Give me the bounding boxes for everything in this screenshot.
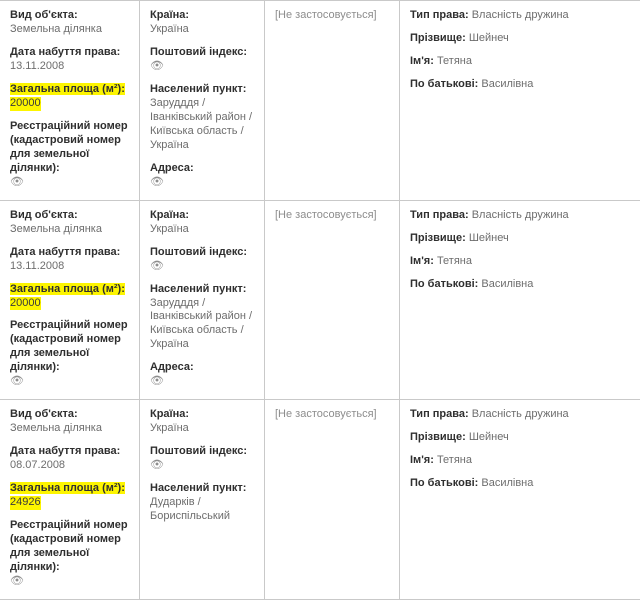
label-settlement: Населений пункт:	[150, 82, 247, 95]
label-registration-number: Реєстраційний номер (кадастровий номер для земельної ділянки):	[10, 519, 128, 574]
label-postal-index: Поштовий індекс:	[150, 45, 248, 58]
field-address	[150, 162, 254, 190]
value-patronymic: Василівна	[481, 277, 534, 290]
row-owner-cell	[400, 400, 640, 599]
label-country: Країна:	[150, 208, 190, 221]
field-country	[150, 9, 254, 37]
label-firstname: Ім'я:	[410, 54, 434, 67]
table-row	[0, 400, 640, 600]
field-settlement	[150, 482, 254, 524]
field-firstname	[410, 55, 630, 69]
row-not-applicable-cell	[265, 400, 400, 599]
field-right-type	[410, 209, 630, 223]
value-country: Україна	[150, 222, 189, 235]
value-surname: Шейнеч	[468, 231, 509, 244]
row-location-cell	[140, 1, 265, 200]
value-patronymic: Василівна	[481, 77, 534, 90]
value-patronymic: Василівна	[481, 477, 534, 490]
row-object-cell	[0, 400, 140, 599]
value-right-type: Власність дружина	[471, 9, 569, 21]
field-patronymic	[410, 477, 630, 491]
row-location-cell	[140, 201, 265, 400]
value-firstname: Тетяна	[436, 254, 472, 267]
field-patronymic	[410, 78, 630, 92]
label-right-type: Тип права:	[410, 408, 469, 421]
field-surname	[410, 32, 630, 46]
field-country	[150, 209, 254, 237]
label-settlement: Населений пункт:	[150, 482, 247, 495]
eye-hidden-icon: 👁	[150, 259, 164, 272]
field-country	[150, 408, 254, 436]
not-applicable-text: [Не застосовується]	[275, 9, 377, 21]
field-registration-number	[10, 519, 129, 589]
label-patronymic: По батькові:	[410, 477, 479, 490]
eye-hidden-icon: 👁	[10, 575, 24, 587]
label-acquire-date: Дата набуття права:	[10, 245, 121, 258]
field-object-type	[10, 408, 129, 436]
not-applicable-text: [Не застосовується]	[275, 208, 377, 221]
label-country: Країна:	[150, 408, 190, 421]
value-firstname: Тетяна	[436, 54, 472, 67]
label-surname: Прізвище:	[410, 431, 466, 444]
table-row	[0, 1, 640, 201]
label-acquire-date: Дата набуття права:	[10, 45, 121, 58]
field-acquire-date	[10, 46, 129, 74]
field-surname	[410, 232, 630, 246]
field-object-type	[10, 209, 129, 237]
eye-hidden-icon: 👁	[150, 59, 164, 72]
label-postal-index: Поштовий індекс:	[150, 445, 248, 458]
label-patronymic: По батькові:	[410, 277, 479, 290]
field-right-type	[410, 408, 630, 422]
field-total-area	[10, 283, 129, 311]
label-registration-number: Реєстраційний номер (кадастровий номер для земельної ділянки):	[10, 319, 128, 374]
eye-hidden-icon: 👁	[10, 175, 24, 188]
eye-hidden-icon: 👁	[10, 375, 24, 388]
label-surname: Прізвище:	[410, 231, 466, 244]
table-row	[0, 201, 640, 401]
field-firstname	[410, 454, 630, 468]
label-right-type: Тип права:	[410, 208, 469, 221]
value-acquire-date: 08.07.2008	[10, 459, 66, 472]
label-object-type: Вид об'єкта:	[10, 408, 78, 421]
value-right-type: Власність дружина	[471, 208, 569, 221]
row-not-applicable-cell	[265, 201, 400, 400]
label-right-type: Тип права:	[410, 9, 469, 21]
eye-hidden-icon: 👁	[150, 175, 164, 188]
field-surname	[410, 431, 630, 445]
value-surname: Шейнеч	[468, 31, 509, 44]
value-settlement: Дударків / Бориспільський	[150, 496, 230, 523]
field-object-type	[10, 9, 129, 37]
label-surname: Прізвище:	[410, 31, 466, 44]
value-total-area: 20000	[10, 96, 41, 109]
field-firstname	[410, 255, 630, 269]
value-right-type: Власність дружина	[471, 408, 569, 421]
field-patronymic	[410, 278, 630, 292]
value-surname: Шейнеч	[468, 431, 509, 444]
value-acquire-date: 13.11.2008	[10, 59, 65, 72]
value-firstname: Тетяна	[436, 454, 472, 467]
eye-hidden-icon: 👁	[150, 459, 164, 472]
label-acquire-date: Дата набуття права:	[10, 445, 121, 458]
label-patronymic: По батькові:	[410, 77, 479, 90]
row-object-cell	[0, 201, 140, 400]
value-object-type: Земельна ділянка	[10, 22, 102, 35]
field-registration-number	[10, 319, 129, 389]
value-settlement: Зарудддя / Іванківський район / Київська область / Україна	[150, 296, 253, 351]
field-acquire-date	[10, 445, 129, 473]
row-not-applicable-cell	[265, 1, 400, 200]
field-total-area	[10, 83, 129, 111]
value-object-type: Земельна ділянка	[10, 422, 102, 435]
label-postal-index: Поштовий індекс:	[150, 245, 248, 258]
field-address	[150, 361, 254, 389]
field-settlement	[150, 283, 254, 353]
row-location-cell	[140, 400, 265, 599]
field-settlement	[150, 83, 254, 153]
value-total-area: 24926	[10, 496, 41, 509]
field-postal-index	[150, 46, 254, 74]
field-acquire-date	[10, 246, 129, 274]
label-object-type: Вид об'єкта:	[10, 9, 78, 21]
label-country: Країна:	[150, 9, 190, 21]
label-address: Адреса:	[150, 161, 194, 174]
label-object-type: Вид об'єкта:	[10, 208, 78, 221]
row-object-cell	[0, 1, 140, 200]
field-registration-number	[10, 120, 129, 190]
value-total-area: 20000	[10, 296, 41, 309]
not-applicable-text: [Не застосовується]	[275, 408, 377, 421]
label-firstname: Ім'я:	[410, 454, 434, 467]
label-firstname: Ім'я:	[410, 254, 434, 267]
value-country: Україна	[150, 422, 189, 435]
field-postal-index	[150, 246, 254, 274]
field-total-area	[10, 482, 129, 510]
field-right-type	[410, 9, 630, 23]
label-total-area: Загальна площа (м²):	[10, 82, 125, 95]
label-address: Адреса:	[150, 361, 194, 374]
value-object-type: Земельна ділянка	[10, 222, 102, 235]
value-country: Україна	[150, 22, 189, 35]
eye-hidden-icon: 👁	[150, 375, 164, 388]
value-settlement: Зарудддя / Іванківський район / Київська область / Україна	[150, 96, 253, 151]
label-registration-number: Реєстраційний номер (кадастровий номер для земельної ділянки):	[10, 119, 128, 174]
label-settlement: Населений пункт:	[150, 282, 247, 295]
label-total-area: Загальна площа (м²):	[10, 282, 125, 295]
field-postal-index	[150, 445, 254, 473]
label-total-area: Загальна площа (м²):	[10, 482, 125, 495]
row-owner-cell	[400, 1, 640, 200]
row-owner-cell	[400, 201, 640, 400]
value-acquire-date: 13.11.2008	[10, 259, 65, 272]
